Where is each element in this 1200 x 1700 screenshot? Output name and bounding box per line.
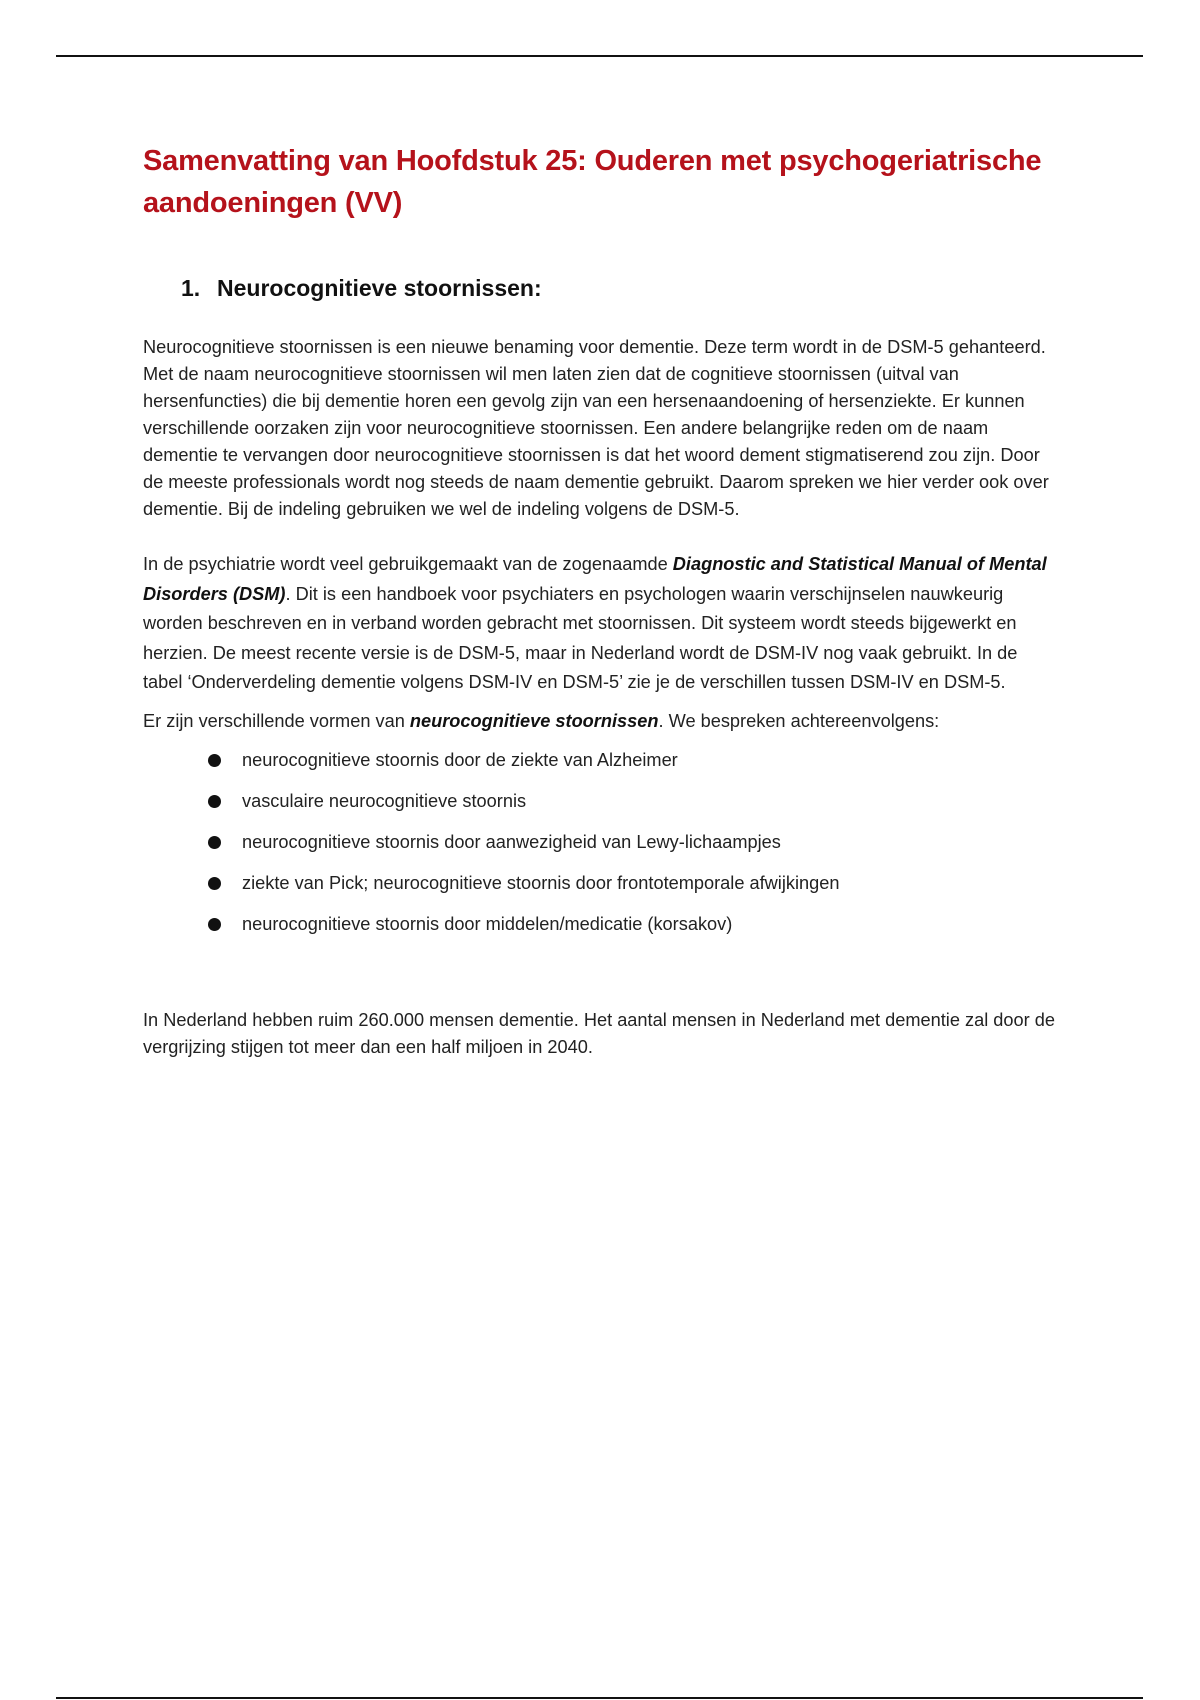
paragraph-intro: Neurocognitieve stoornissen is een nieuwe benaming voor dementie. Deze term wordt in de DSM-5 gehanteerd. Met de naam neurocognitieve stoornissen wil men laten zien dat de cognitieve stoornissen (uitval van hersenfuncties) die bij dementie horen een gevolg zijn van een hersenaandoening of hersenziekte. Er kunnen verschillende oorzaken zijn voor neurocognitieve stoornissen. Een andere belangrijke reden om de naam dementie te vervangen door neurocognitieve stoornissen is dat het woord dement stigmatiserend zou zijn. Door de meeste professionals wordt nog steeds de naam dementie gebruikt. Daarom spreken we hier verder ook over dementie. Bij de indeling gebruiken we wel de indeling volgens de DSM-5. xyxy=(143,337,1049,519)
bullet-icon xyxy=(208,877,221,890)
paragraph-statistics: In Nederland hebben ruim 260.000 mensen dementie. Het aantal mensen in Nederland met dementie zal door de vergrijzing stijgen tot meer dan een half miljoen in 2040. xyxy=(143,1009,1055,1057)
paragraph-dsm-emphasis: Diagnostic and Statistical Manual of Mental Disorders (DSM) xyxy=(143,554,1047,604)
section-number: 1. xyxy=(181,275,201,301)
list-item xyxy=(143,904,1058,945)
list-item-text: vasculaire neurocognitieve stoornis xyxy=(242,790,527,811)
list-item-text: neurocognitieve stoornis door middelen/medicatie (korsakov) xyxy=(242,913,733,934)
paragraph-dsm-after: . Dit is een handboek voor psychiaters en psychologen waarin verschijnselen nauwkeurig worden beschreven en in verband worden gebracht met stoornissen. Dit systeem wordt steeds bijgewerkt en herzien. De meest recente versie is de DSM-5, maar in Nederland wordt de DSM-IV nog vaak gebruikt. In de tabel ‘Onderverdeling dementie volgens DSM-IV en DSM-5’ zie je de verschillen tussen DSM-IV en DSM-5. xyxy=(143,583,1018,692)
paragraph-forms xyxy=(143,708,1058,735)
bullet-icon xyxy=(208,836,221,849)
paragraph-forms-after: . We bespreken achtereenvolgens: xyxy=(658,710,940,731)
list-item-text: neurocognitieve stoornis door aanwezigheid van Lewy-lichaampjes xyxy=(242,831,781,852)
bullet-icon xyxy=(208,918,221,931)
list-item xyxy=(143,863,1058,904)
bullet-icon xyxy=(208,754,221,767)
list-item-text: neurocognitieve stoornis door de ziekte van Alzheimer xyxy=(242,749,678,770)
list-item-text: ziekte van Pick; neurocognitieve stoornis door frontotemporale afwijkingen xyxy=(242,872,840,893)
bullet-icon xyxy=(208,795,221,808)
section-heading xyxy=(181,272,1058,304)
forms-list xyxy=(143,740,1058,945)
list-item xyxy=(143,740,1058,781)
section-heading-text: Neurocognitieve stoornissen: xyxy=(217,275,542,301)
paragraph-dsm-before: In de psychiatrie wordt veel gebruikgemaakt van de zogenaamde xyxy=(143,554,673,574)
document-title: Samenvatting van Hoofdstuk 25: Ouderen met psychogeriatrische aandoeningen (VV) xyxy=(143,145,1042,219)
paragraph-forms-before: Er zijn verschillende vormen van xyxy=(143,710,410,731)
top-rule xyxy=(56,55,1143,57)
list-item xyxy=(143,781,1058,822)
list-item xyxy=(143,822,1058,863)
document-page xyxy=(143,140,1058,1061)
paragraph-dsm xyxy=(143,550,1058,698)
bottom-rule xyxy=(56,1697,1143,1699)
paragraph-forms-emphasis: neurocognitieve stoornissen xyxy=(409,710,659,731)
